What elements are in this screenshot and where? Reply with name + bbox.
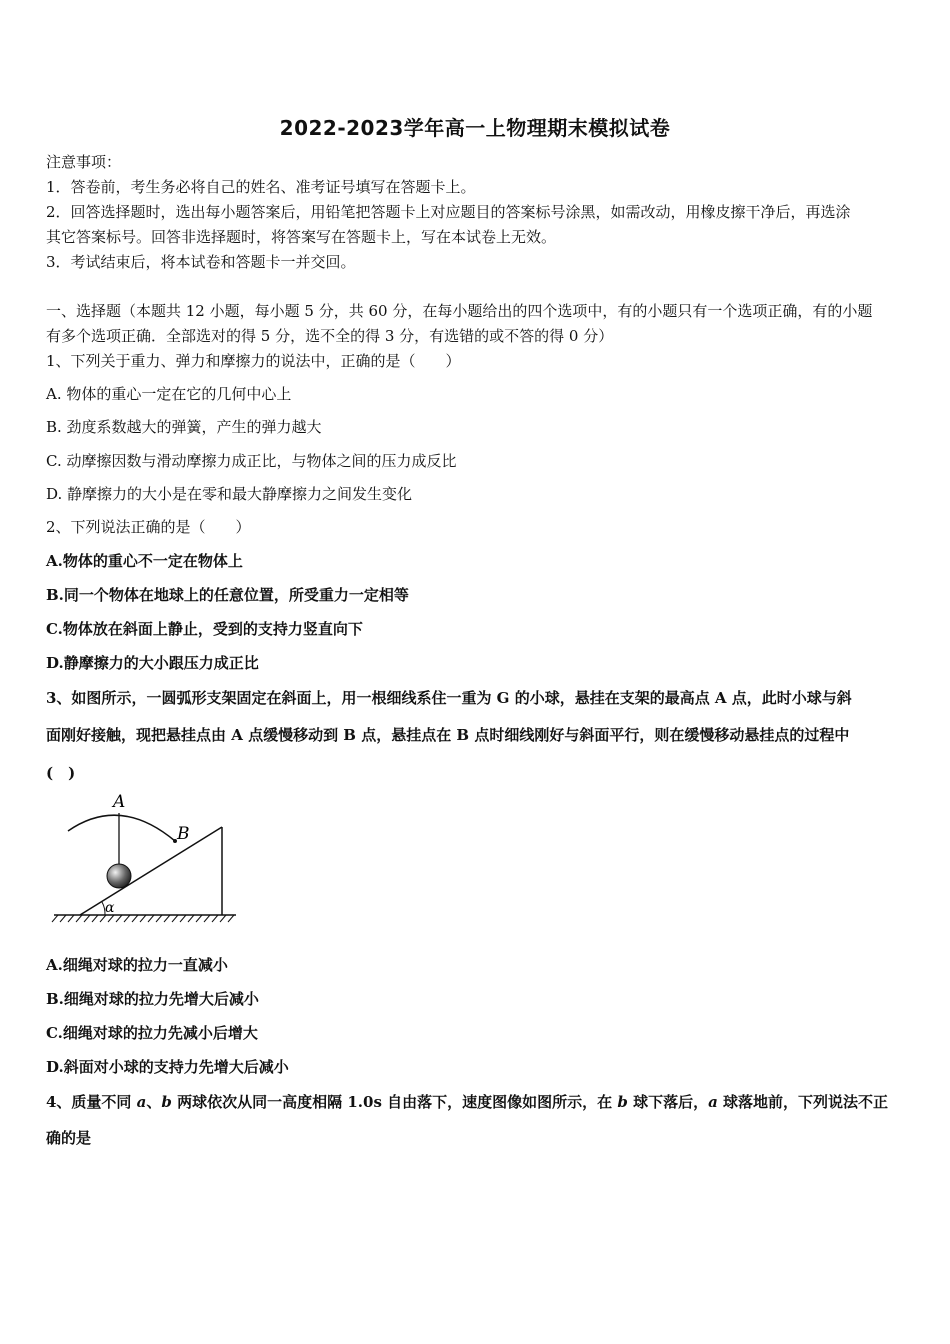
q4-stem-line-2: 确的是 xyxy=(46,1129,92,1147)
q3-stem-line-1: 3、如图所示，一圆弧形支架固定在斜面上，用一根细线系住一重为 G 的小球，悬挂在支架的最高点 A 点，此时小球与斜 xyxy=(46,689,852,707)
notice-item-2-line-1: 2．回答选择题时，选出每小题答案后，用铅笔把答题卡上对应题目的答案标号涂黑，如需改动，用橡皮擦干净后，再选涂 xyxy=(46,203,851,221)
q3-stem-line-2: 面刚好接触，现把悬挂点由 A 点缓慢移动到 B 点，悬挂点在 B 点时细线刚好与斜面平行，则在缓慢移动悬挂点的过程中 xyxy=(46,726,850,744)
section-heading-line-2: 有多个选项正确．全部选对的得 5 分，选不全的得 3 分，有选错的或不答的得 0 分） xyxy=(46,327,614,345)
q4-text-mid: 两球依次从同一高度相隔 1.0s 自由落下，速度图像如图所示，在 xyxy=(171,1093,618,1111)
q2-option-b: B.同一个物体在地球上的任意位置，所受重力一定相等 xyxy=(46,586,409,604)
q4-text-post: 球落地前，下列说法不正 xyxy=(717,1093,889,1111)
q2-stem: 2、下列说法正确的是（ ） xyxy=(46,518,251,536)
q3-option-c: C.细绳对球的拉力先减小后增大 xyxy=(46,1024,258,1042)
q4-var-a-2: a xyxy=(708,1093,718,1111)
q4-stem-line-1 xyxy=(46,1092,906,1112)
section-heading-line-1: 一、选择题（本题共 12 小题，每小题 5 分，共 60 分，在每小题给出的四个选项中，有的小题只有一个选项正确，有的小题 xyxy=(46,302,873,320)
q3-option-d: D.斜面对小球的支持力先增大后减小 xyxy=(46,1058,289,1076)
q4-text-mid-2: 球下落后， xyxy=(627,1093,709,1111)
q4-var-b-2: b xyxy=(617,1093,628,1111)
label-alpha: α xyxy=(105,900,115,916)
label-b: B xyxy=(177,824,190,844)
q4-var-a: a xyxy=(136,1093,147,1111)
q1-option-d: D. 静摩擦力的大小是在零和最大静摩擦力之间发生变化 xyxy=(46,485,413,503)
q1-option-a: A. 物体的重心一定在它的几何中心上 xyxy=(46,385,292,403)
q3-option-a: A.细绳对球的拉力一直减小 xyxy=(46,956,228,974)
q2-option-d: D.静摩擦力的大小跟压力成正比 xyxy=(46,654,259,672)
q2-option-c: C.物体放在斜面上静止，受到的支持力竖直向下 xyxy=(46,620,363,638)
notice-heading: 注意事项： xyxy=(46,153,122,171)
q1-stem: 1、下列关于重力、弹力和摩擦力的说法中，正确的是（ ） xyxy=(46,352,461,370)
q4-var-b: b xyxy=(161,1093,172,1111)
label-a: A xyxy=(113,792,126,812)
q3-option-b: B.细绳对球的拉力先增大后减小 xyxy=(46,990,259,1008)
notice-item-3: 3．考试结束后，将本试卷和答题卡一并交回。 xyxy=(46,253,356,271)
ball-icon xyxy=(107,864,131,888)
page-title: 2022-2023学年高一上物理期末模拟试卷 xyxy=(279,116,671,140)
q1-option-c: C. 动摩擦因数与滑动摩擦力成正比，与物体之间的压力成反比 xyxy=(46,452,457,470)
q3-stem-line-3: ( ) xyxy=(46,764,76,782)
q4-text-sep: 、 xyxy=(146,1093,162,1111)
q1-option-b: B. 劲度系数越大的弹簧，产生的弹力越大 xyxy=(46,418,322,436)
notice-item-1: 1．答卷前，考生务必将自己的姓名、准考证号填写在答题卡上。 xyxy=(46,178,476,196)
notice-item-2-line-2: 其它答案标号。回答非选择题时，将答案写在答题卡上，写在本试卷上无效。 xyxy=(46,228,557,246)
q4-text-pre: 4、质量不同 xyxy=(46,1093,137,1111)
incline-arc-figure xyxy=(50,785,240,925)
q2-option-a: A.物体的重心不一定在物体上 xyxy=(46,552,243,570)
